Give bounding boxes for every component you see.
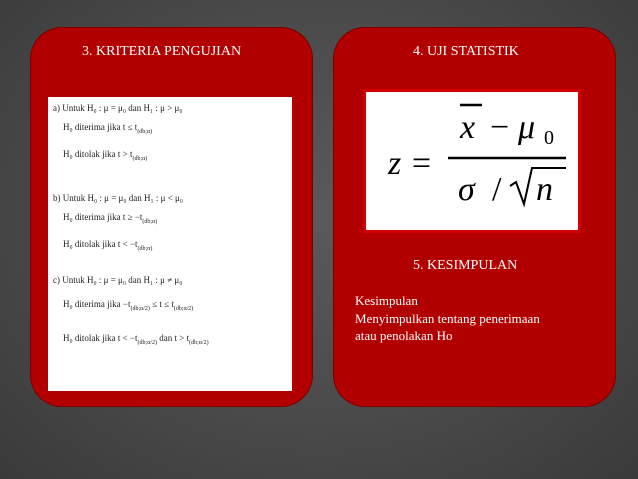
criteria-a-reject: H₀ ditolak jika $t > t_{(db;\alpha)}$ <box>63 149 148 162</box>
conclusion-title: 5. KESIMPULAN <box>413 258 518 273</box>
criteria-b-accept: H₀ diterima jika $t \ge -t_{(db;\alpha)}$ <box>63 212 158 225</box>
formula-x: x <box>460 109 476 146</box>
criteria-a-heading: a) Untuk H₀ : μ = μ₀ dan H₁ : μ > μ₀ <box>53 103 183 113</box>
formula-n: n <box>536 171 553 208</box>
criteria-b-reject: H₀ ditolak jika $t < -t_{(db;\alpha)}$ <box>63 239 153 252</box>
formula-mu-sub: 0 <box>544 127 554 149</box>
conclusion-line: atau penolakan Ho <box>355 328 453 344</box>
criteria-c-heading: c) Untuk H₀ : μ = μ₀ dan H₁ : μ ≠ μ₀ <box>53 275 183 285</box>
conclusion-line: Kesimpulan <box>355 293 418 308</box>
conclusion-text <box>355 292 605 345</box>
formula-minus: − <box>490 109 510 146</box>
formula-lhs: z = <box>388 145 433 182</box>
criteria-title: 3. KRITERIA PENGUJIAN <box>82 44 242 59</box>
criteria-c-reject: H₀ ditolak jika $t < -t_{(db;\alpha/2)}$ dan $t > t_{(db;\alpha/2)}$ <box>63 333 209 346</box>
conclusion-line: Menyimpulkan tentang penerimaan <box>355 310 540 326</box>
formula-sigma: σ <box>458 171 475 208</box>
criteria-a-accept: H₀ diterima jika $t \le t_{(db;\alpha)}$ <box>63 122 153 135</box>
z-formula <box>366 92 578 230</box>
criteria-b-heading: b) Untuk H₀ : μ = μ₀ dan H₁ : μ < μ₀ <box>53 193 183 203</box>
statistic-title: 4. UJI STATISTIK <box>413 44 519 59</box>
criteria-c-accept: H₀ diterima jika $-t_{(db;\alpha/2)} \le t \le t_{(db;\alpha/2)}$ <box>63 299 194 312</box>
criteria-image-panel <box>48 97 292 391</box>
statistic-card <box>333 27 616 407</box>
formula-mu: μ <box>518 109 536 146</box>
z-formula-box <box>363 89 581 233</box>
formula-slash: / <box>492 171 502 208</box>
criteria-card <box>30 27 313 407</box>
